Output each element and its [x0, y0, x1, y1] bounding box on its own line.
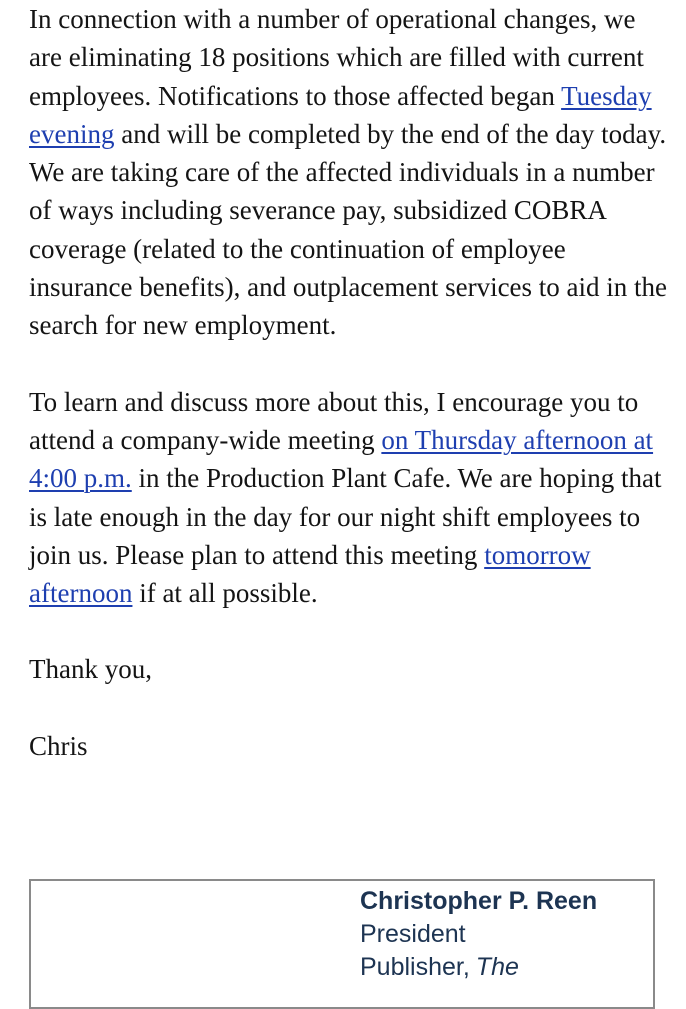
date-link-thursday-meeting[interactable]: on Thursday afternoon at 4:00 p.m.	[29, 424, 654, 494]
signature-name: Christopher P. Reen	[360, 887, 598, 915]
signature-publisher-line	[360, 951, 597, 984]
signature-publisher-label: Publisher,	[360, 953, 470, 981]
date-link-tomorrow-afternoon[interactable]: tomorrow afternoon	[29, 539, 591, 609]
sender-first-name: Chris	[29, 730, 88, 761]
signature-publication-name: The	[475, 953, 519, 981]
email-body	[29, 0, 669, 765]
paragraph-1-text-a: In connection with a number of operational changes, we are eliminating 18 positions which are filled with current employees. Notifications to those affected began	[29, 4, 644, 111]
paragraph-layoff-announcement	[29, 0, 669, 345]
signature-content	[360, 885, 597, 984]
signature-block	[29, 879, 655, 1009]
date-link-tuesday-evening[interactable]: Tuesday evening	[29, 80, 652, 149]
paragraph-2-text-c: if at all possible.	[132, 578, 318, 609]
signature-title: President	[360, 920, 466, 948]
paragraph-meeting-invite	[29, 383, 669, 613]
closing-line: Thank you,	[29, 654, 152, 685]
paragraph-1-text-b: and will be completed by the end of the day today. We are taking care of the affected individuals in a number of ways including severance pay, subsidized COBRA coverage (related to the continuation of employee insurance benefits), and outplacement services to aid in the search for new employment.	[29, 118, 668, 341]
paragraph-2-text-b: in the Production Plant Cafe. We are hoping that is late enough in the day for our night shift employees to join us. Please plan to attend this meeting	[29, 463, 662, 570]
paragraph-2-text-a: To learn and discuss more about this, I encourage you to attend a company-wide meeting	[29, 386, 639, 455]
